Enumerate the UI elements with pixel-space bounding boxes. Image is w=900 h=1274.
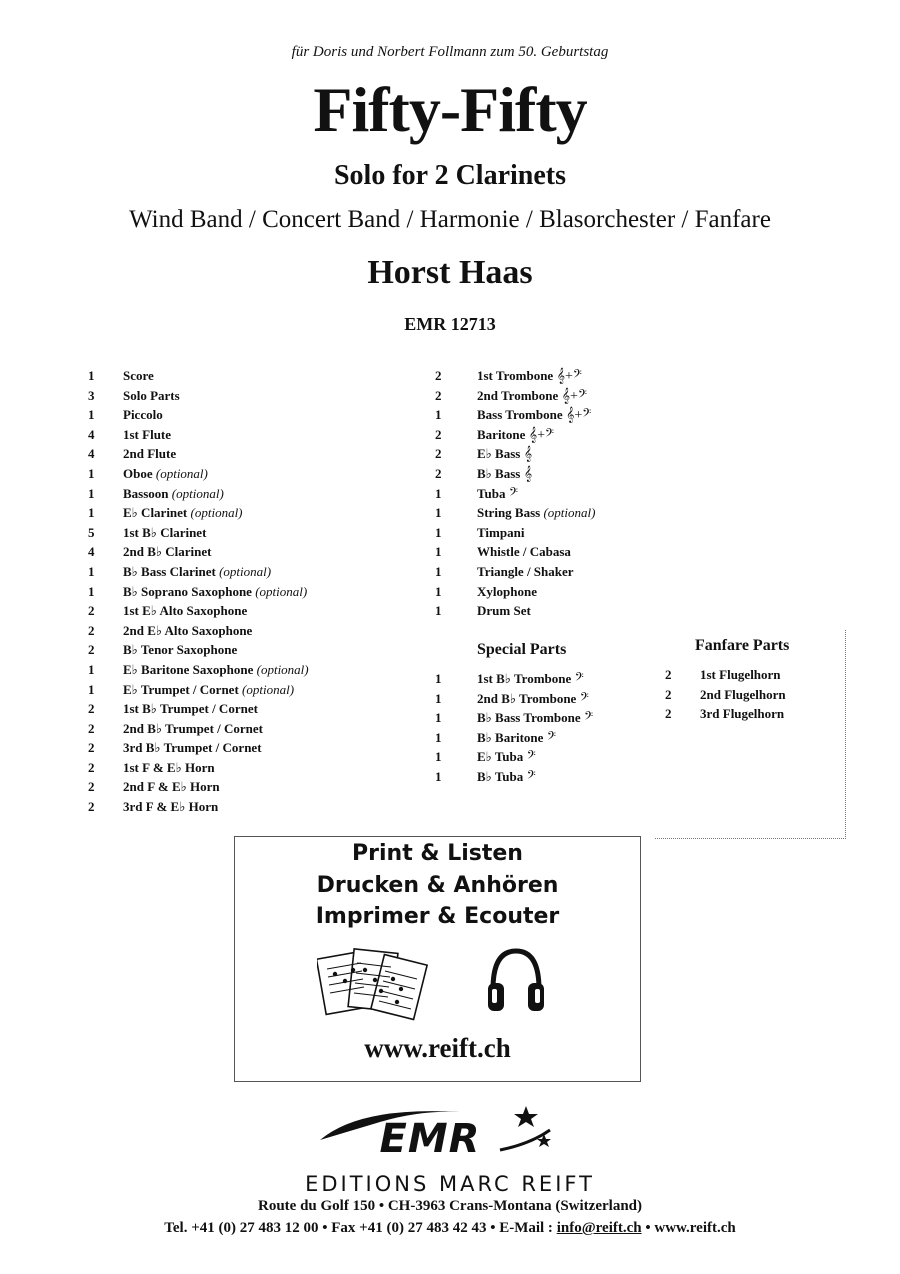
part-name <box>477 671 584 688</box>
clef-icon: 𝄢 <box>580 711 594 727</box>
parts-list-left <box>88 368 388 819</box>
fanfare-parts-heading: Fanfare Parts <box>695 637 790 654</box>
part-name <box>123 779 220 795</box>
part-row <box>435 505 665 525</box>
part-label: 3rd Flugelhorn <box>700 706 785 722</box>
part-row <box>88 740 388 760</box>
part-name <box>477 368 582 385</box>
part-name <box>477 769 536 786</box>
part-quantity: 1 <box>88 485 95 501</box>
part-quantity: 2 <box>88 759 95 775</box>
part-label: B♭ Bass Trombone <box>477 710 581 726</box>
part-label: 1st F & E♭ Horn <box>123 759 215 775</box>
part-name <box>123 682 294 698</box>
part-quantity: 1 <box>435 407 442 423</box>
optional-note: (optional) <box>215 563 272 579</box>
part-row <box>88 368 388 388</box>
part-quantity: 2 <box>88 720 95 736</box>
part-quantity: 2 <box>88 603 95 619</box>
part-row <box>88 682 388 702</box>
part-name <box>123 505 243 521</box>
part-quantity: 4 <box>88 544 95 560</box>
part-quantity: 2 <box>88 701 95 717</box>
part-quantity: 1 <box>88 368 95 383</box>
part-row <box>435 427 665 447</box>
part-row <box>435 671 665 691</box>
part-row <box>435 769 665 789</box>
part-quantity: 2 <box>435 446 442 462</box>
clef-icon: 𝄞 <box>520 447 533 463</box>
part-name <box>123 486 224 502</box>
part-row <box>88 623 388 643</box>
clef-icon: 𝄢 <box>576 691 589 707</box>
clef-icon: 𝄢 <box>571 672 584 687</box>
optional-note: (optional) <box>540 505 596 521</box>
headphones-icon <box>485 945 547 1017</box>
optional-note: (optional) <box>152 465 208 481</box>
part-row <box>435 691 665 711</box>
sheet-music-icon <box>317 945 429 1025</box>
part-quantity: 2 <box>435 387 442 403</box>
subtitle: Solo for 2 Clarinets <box>333 160 567 191</box>
clef-icon: 𝄞 <box>520 466 533 482</box>
part-row <box>435 388 665 408</box>
optional-note: (optional) <box>238 681 295 697</box>
part-row <box>88 525 388 545</box>
part-label: 1st Flute <box>123 426 172 442</box>
part-name <box>477 584 537 600</box>
ensemble-line: Wind Band / Concert Band / Harmonie / Blasorchester / Fanfare <box>129 206 771 233</box>
part-label: B♭ Soprano Saxophone <box>123 583 252 599</box>
part-row <box>88 427 388 447</box>
dedication: für Doris und Norbert Follmann zum 50. Geburtstag <box>291 44 609 60</box>
part-row <box>435 544 665 564</box>
part-name <box>123 446 176 462</box>
contact-phone-fax: Tel. +41 (0) 27 483 12 00 • Fax +41 (0) 27 483 42 43 • E-Mail : <box>164 1220 557 1236</box>
part-quantity: 4 <box>88 446 95 462</box>
part-label: 1st Flugelhorn <box>700 667 781 682</box>
part-quantity: 5 <box>88 524 95 540</box>
part-label: B♭ Bass <box>477 465 521 481</box>
optional-note: (optional) <box>187 505 243 521</box>
part-label: Xylophone <box>477 583 537 599</box>
part-name <box>477 466 532 483</box>
part-quantity: 1 <box>435 563 442 579</box>
part-row <box>435 446 665 466</box>
part-quantity: 4 <box>88 426 95 442</box>
part-quantity: 1 <box>88 681 95 697</box>
part-label: Baritone <box>477 426 526 442</box>
email-link[interactable]: info@reift.ch <box>556 1220 642 1236</box>
part-label: E♭ Clarinet <box>123 505 188 521</box>
part-quantity: 2 <box>88 799 95 815</box>
part-label: 2nd B♭ Trombone <box>477 690 577 706</box>
part-row <box>435 749 665 769</box>
part-label: Timpani <box>477 524 525 540</box>
promo-website-link[interactable]: www.reift.ch <box>364 1033 511 1063</box>
part-label: Triangle / Shaker <box>477 563 574 579</box>
composer: Horst Haas <box>367 254 533 291</box>
part-quantity: 2 <box>665 706 672 722</box>
part-quantity: 1 <box>435 671 442 686</box>
part-row <box>435 486 665 506</box>
part-row <box>435 603 665 623</box>
part-name <box>477 710 593 727</box>
part-row <box>88 584 388 604</box>
part-label: E♭ Trumpet / Cornet <box>123 681 239 697</box>
clef-icon: 𝄢 <box>523 750 536 766</box>
part-name <box>123 603 247 619</box>
part-row <box>665 706 835 726</box>
part-row <box>88 466 388 486</box>
part-label: 2nd Flute <box>123 446 177 462</box>
part-quantity: 1 <box>88 661 95 677</box>
part-name <box>123 388 180 404</box>
clef-icon: 𝄞+𝄢 <box>525 427 555 443</box>
clef-icon: 𝄞+𝄢 <box>558 388 587 404</box>
part-quantity: 1 <box>88 465 95 481</box>
part-row <box>88 544 388 564</box>
part-row <box>435 564 665 584</box>
part-label: E♭ Bass <box>477 446 521 462</box>
optional-note: (optional) <box>168 485 224 501</box>
part-row <box>665 687 835 707</box>
part-label: Bass Trombone <box>477 407 563 423</box>
clef-icon: 𝄢 <box>523 769 536 785</box>
part-name <box>123 799 218 815</box>
part-row <box>435 466 665 486</box>
part-name <box>123 466 208 482</box>
part-quantity: 1 <box>435 505 442 521</box>
part-quantity: 1 <box>435 544 442 560</box>
part-label: 2nd B♭ Trumpet / Cornet <box>123 720 263 736</box>
part-quantity: 2 <box>88 779 95 795</box>
part-name <box>123 427 171 443</box>
part-name <box>123 368 154 384</box>
part-name <box>123 407 163 423</box>
part-name <box>477 446 532 463</box>
part-row <box>435 525 665 545</box>
part-name <box>477 427 554 444</box>
part-name <box>123 642 237 658</box>
special-parts-list <box>435 671 665 789</box>
part-label: 2nd E♭ Alto Saxophone <box>123 622 253 638</box>
fanfare-box <box>655 630 846 839</box>
part-quantity: 2 <box>435 426 442 442</box>
part-name <box>123 662 309 678</box>
special-parts-heading: Special Parts <box>477 641 567 658</box>
part-name <box>477 691 589 708</box>
part-label: Oboe <box>123 465 153 481</box>
part-label: 3rd F & E♭ Horn <box>123 799 219 815</box>
part-row <box>88 799 388 819</box>
catalog-number: EMR 12713 <box>404 314 496 334</box>
part-row <box>88 446 388 466</box>
part-quantity: 2 <box>665 686 672 702</box>
part-row <box>88 721 388 741</box>
promo-line-german: Drucken & Anhören <box>316 873 559 898</box>
part-label: 2nd F & E♭ Horn <box>123 779 220 795</box>
part-label: Bassoon <box>123 485 169 501</box>
part-name <box>477 505 595 521</box>
part-name <box>700 667 781 683</box>
part-label: 3rd B♭ Trumpet / Cornet <box>123 740 262 756</box>
part-label: Score <box>123 368 154 383</box>
part-name <box>477 544 571 560</box>
part-quantity: 1 <box>435 749 442 765</box>
part-label: 2nd Flugelhorn <box>700 686 786 702</box>
part-name <box>477 564 574 580</box>
optional-note: (optional) <box>253 661 309 677</box>
part-label: B♭ Baritone <box>477 729 544 745</box>
part-label: 2nd Trombone <box>477 387 559 403</box>
print-listen-box[interactable] <box>234 836 641 1082</box>
optional-note: (optional) <box>251 583 308 599</box>
clef-icon: 𝄢 <box>505 486 518 502</box>
part-quantity: 1 <box>435 583 442 599</box>
clef-icon: 𝄞+𝄢 <box>553 369 582 384</box>
part-label: Solo Parts <box>123 387 180 403</box>
part-label: Drum Set <box>477 603 531 619</box>
part-quantity: 2 <box>88 740 95 756</box>
part-quantity: 1 <box>88 407 95 423</box>
part-name <box>123 760 215 776</box>
part-label: E♭ Tuba <box>477 749 524 765</box>
part-quantity: 1 <box>435 690 442 706</box>
part-name <box>477 388 587 405</box>
parts-list-right <box>435 368 665 623</box>
part-label: E♭ Baritone Saxophone <box>123 661 254 677</box>
part-quantity: 2 <box>435 465 442 481</box>
part-name <box>477 730 556 747</box>
publisher-name: EDITIONS MARC REIFT <box>305 1172 595 1196</box>
promo-line-english: Print & Listen <box>352 841 523 866</box>
part-label: 1st B♭ Trumpet / Cornet <box>123 701 258 717</box>
part-label: B♭ Bass Clarinet <box>123 563 216 579</box>
part-row <box>88 603 388 623</box>
publisher-address: Route du Golf 150 • CH-3963 Crans-Montana (Switzerland) <box>258 1198 642 1214</box>
part-label: Whistle / Cabasa <box>477 544 571 560</box>
part-name <box>477 407 591 424</box>
part-row <box>435 407 665 427</box>
part-name <box>700 687 786 703</box>
part-quantity: 1 <box>435 485 442 501</box>
part-quantity: 1 <box>435 768 442 784</box>
part-quantity: 1 <box>88 563 95 579</box>
part-label: 1st B♭ Clarinet <box>123 524 207 540</box>
part-row <box>88 701 388 721</box>
part-label: 1st E♭ Alto Saxophone <box>123 603 248 619</box>
part-name <box>700 706 784 722</box>
part-row <box>435 730 665 750</box>
part-label: B♭ Tenor Saxophone <box>123 642 238 658</box>
part-row <box>88 662 388 682</box>
part-label: 1st B♭ Trombone <box>477 671 572 686</box>
part-label: Tuba <box>477 485 506 501</box>
part-quantity: 3 <box>88 387 95 403</box>
part-row <box>88 388 388 408</box>
part-row <box>88 779 388 799</box>
part-name <box>123 584 307 600</box>
part-row <box>88 760 388 780</box>
part-quantity: 2 <box>88 642 95 658</box>
clef-icon: 𝄞+𝄢 <box>562 408 592 424</box>
part-name <box>477 603 531 619</box>
fanfare-parts-list <box>665 667 835 726</box>
part-row <box>435 368 665 388</box>
part-quantity: 1 <box>88 505 95 521</box>
part-name <box>477 749 536 766</box>
publisher-contact <box>0 1220 900 1237</box>
part-name <box>123 623 252 639</box>
clef-icon: 𝄢 <box>543 730 556 746</box>
part-name <box>477 525 524 541</box>
part-quantity: 1 <box>435 729 442 745</box>
part-row <box>435 710 665 730</box>
part-quantity: 2 <box>665 667 672 682</box>
part-name <box>477 486 518 503</box>
part-quantity: 1 <box>435 710 442 726</box>
part-name <box>123 701 258 717</box>
page-title: Fifty-Fifty <box>313 74 587 145</box>
part-label: B♭ Tuba <box>477 768 524 784</box>
part-label: String Bass <box>477 505 541 521</box>
part-name <box>123 740 262 756</box>
contact-website: • www.reift.ch <box>641 1220 736 1236</box>
part-row <box>665 667 835 687</box>
part-row <box>435 584 665 604</box>
part-row <box>88 486 388 506</box>
part-row <box>88 564 388 584</box>
part-quantity: 2 <box>435 368 442 383</box>
part-name <box>123 564 271 580</box>
part-label: 2nd B♭ Clarinet <box>123 544 212 560</box>
emr-logo-text: EMR <box>379 1116 481 1162</box>
part-row <box>88 505 388 525</box>
part-label: Piccolo <box>123 407 163 423</box>
part-label: 1st Trombone <box>477 368 554 383</box>
part-quantity: 2 <box>88 622 95 638</box>
part-name <box>123 525 206 541</box>
part-row <box>88 642 388 662</box>
part-name <box>123 721 263 737</box>
promo-line-french: Imprimer & Ecouter <box>315 904 560 929</box>
part-quantity: 1 <box>435 524 442 540</box>
part-quantity: 1 <box>435 603 442 619</box>
part-name <box>123 544 211 560</box>
part-row <box>88 407 388 427</box>
part-quantity: 1 <box>88 583 95 599</box>
